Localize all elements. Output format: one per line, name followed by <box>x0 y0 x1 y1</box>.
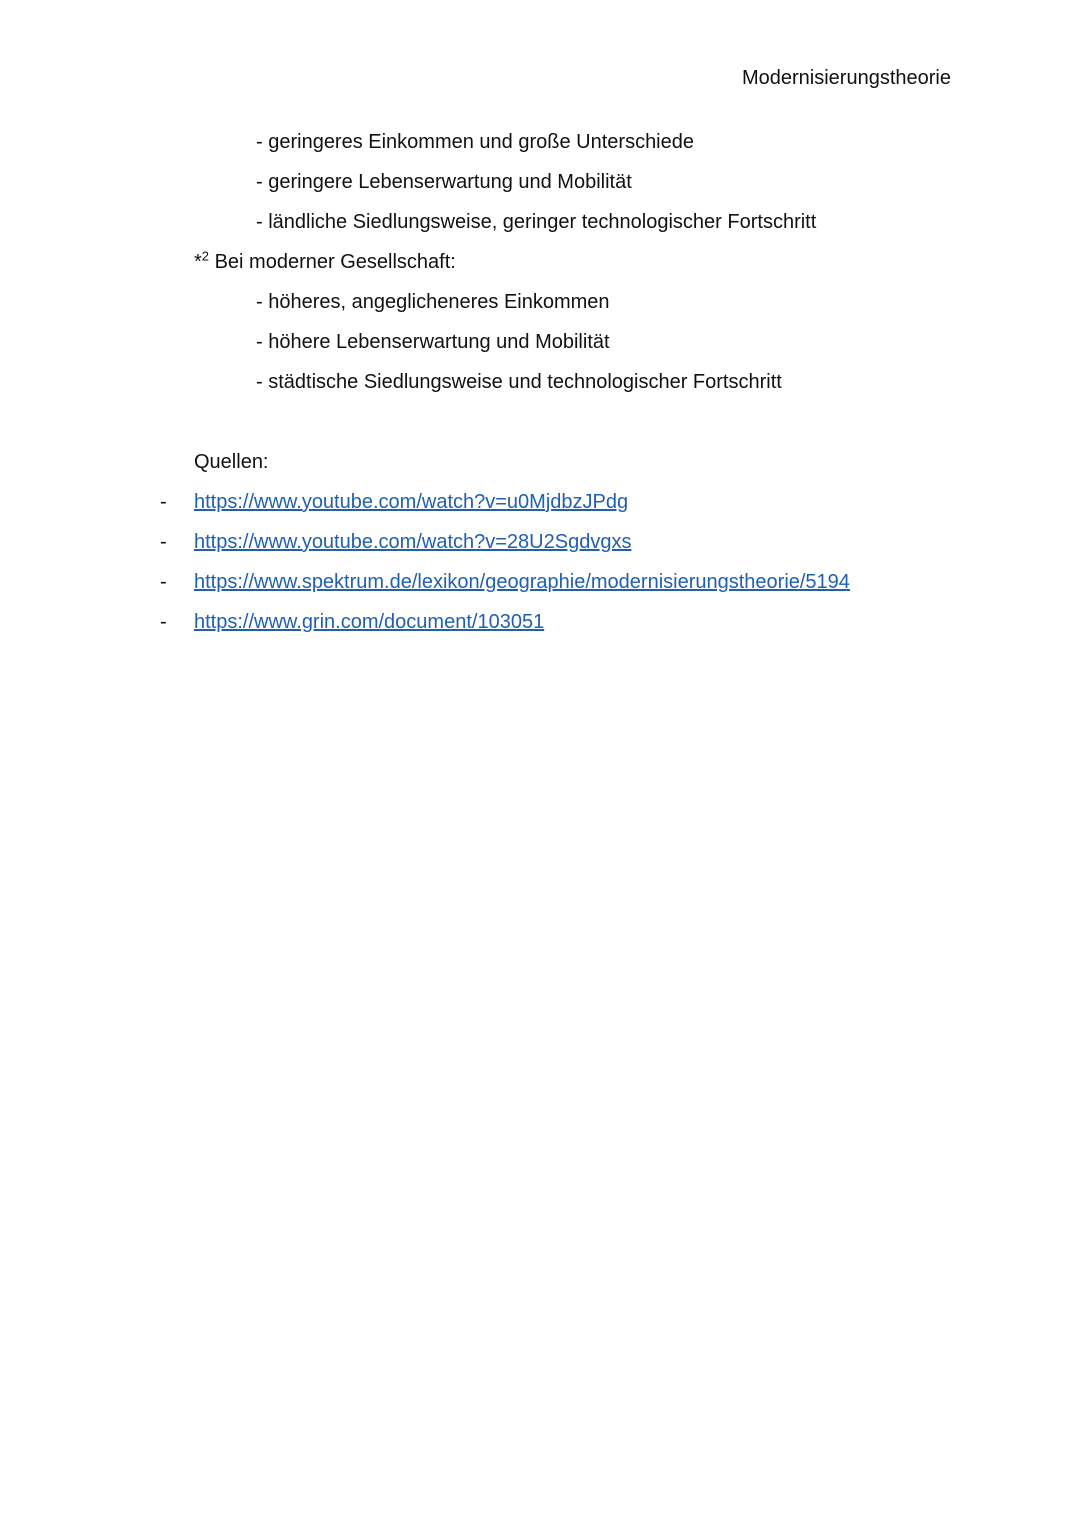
modern-society-note <box>194 248 456 276</box>
source-bullet: - <box>160 571 167 593</box>
source-bullet: - <box>160 491 167 513</box>
source-link-spektrum[interactable]: https://www.spektrum.de/lexikon/geographie/modernisierungstheorie/5194 <box>194 571 850 593</box>
source-link-youtube-2[interactable]: https://www.youtube.com/watch?v=28U2Sgdvgxs <box>194 531 632 553</box>
footnote-superscript: 2 <box>201 248 210 264</box>
source-link-grin[interactable]: https://www.grin.com/document/103051 <box>194 611 545 633</box>
traditional-item-income: - geringeres Einkommen und große Unterschiede <box>256 131 694 153</box>
note-text: Bei moderner Gesellschaft: <box>209 251 456 273</box>
traditional-item-life-expectancy: - geringere Lebenserwartung und Mobilität <box>256 171 632 193</box>
modern-item-settlement: - städtische Siedlungsweise und technologischer Fortschritt <box>256 371 782 393</box>
source-bullet: - <box>160 611 167 633</box>
sources-heading: Quellen: <box>194 451 269 473</box>
page-header-title: Modernisierungstheorie <box>741 67 951 89</box>
modern-item-life-expectancy: - höhere Lebenserwartung und Mobilität <box>256 331 610 353</box>
source-link-youtube-1[interactable]: https://www.youtube.com/watch?v=u0MjdbzJPdg <box>194 491 629 513</box>
modern-item-income: - höheres, angeglicheneres Einkommen <box>256 291 610 313</box>
traditional-item-settlement: - ländliche Siedlungsweise, geringer technologischer Fortschritt <box>256 211 817 233</box>
source-bullet: - <box>160 531 167 553</box>
note-marker: * <box>194 251 202 273</box>
